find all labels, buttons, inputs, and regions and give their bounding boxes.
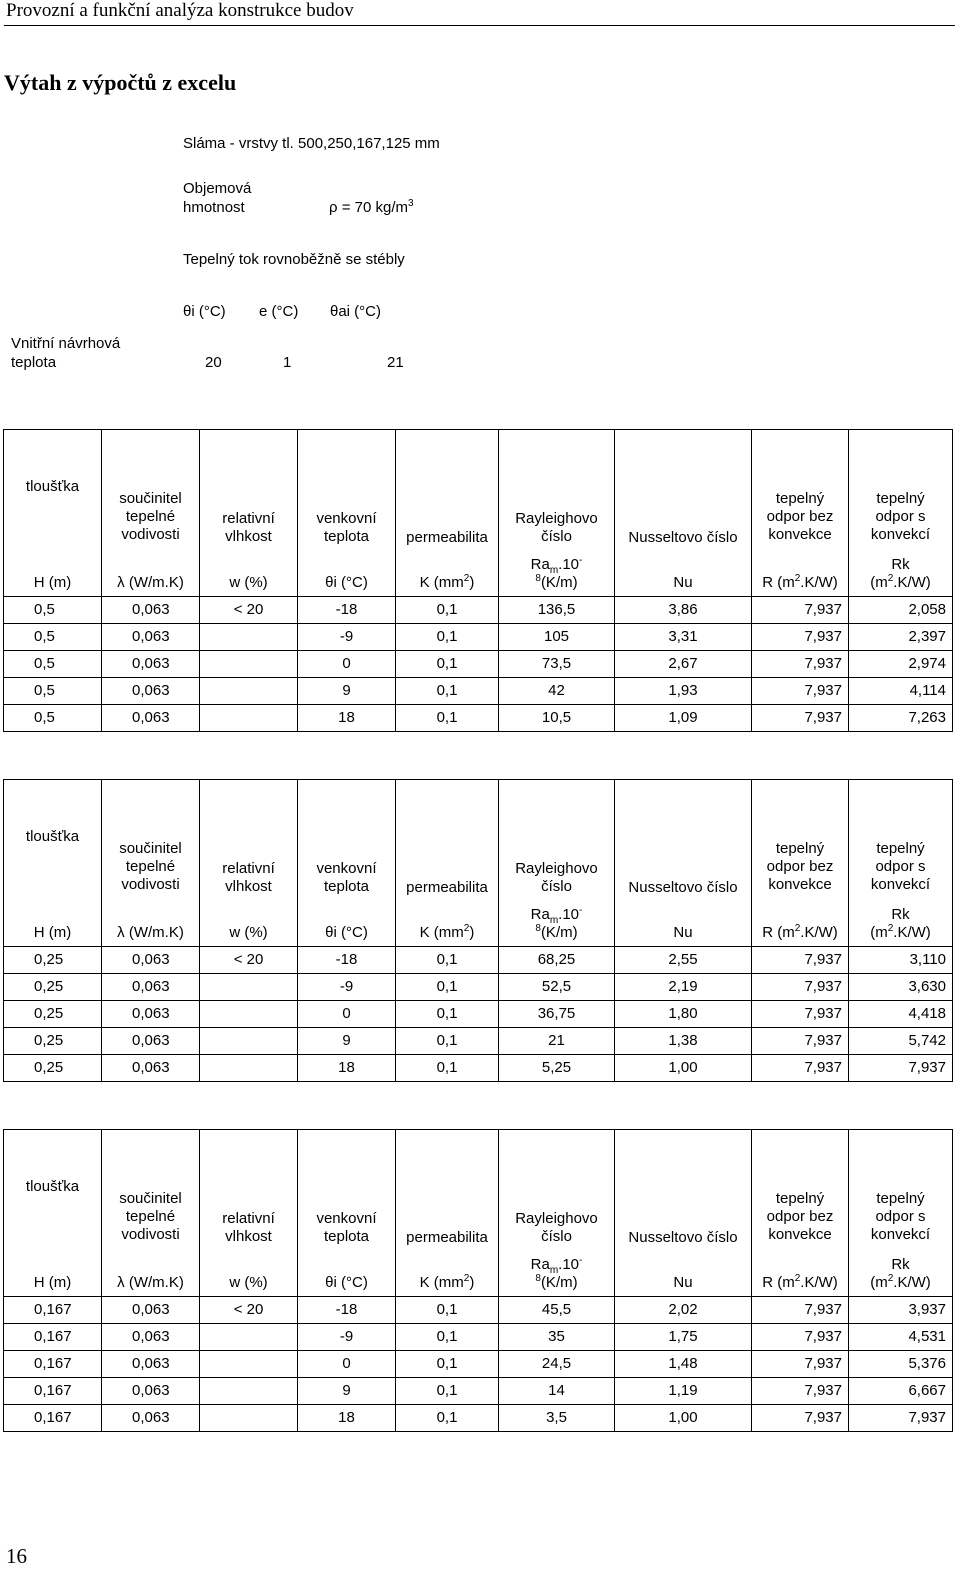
internal-temp-label-2: teplota <box>11 354 57 371</box>
table-cell: < 20 <box>200 597 298 624</box>
table-cell: 7,937 <box>752 1378 849 1405</box>
table-cell: 0,25 <box>4 947 102 974</box>
col-header-rayleigh: Rayleighovo číslo $Ra_m.10^-$ $^8$(K/m) <box>499 430 615 597</box>
table-cell: 2,67 <box>615 651 752 678</box>
col-header-nusselt: Nusseltovo číslo Nu <box>615 430 752 597</box>
table-cell: 0,25 <box>4 1055 102 1082</box>
table-row <box>4 1028 953 1055</box>
col-header-conductivity: součinitel tepelné vodivosti λ (W/m.K) <box>102 1130 200 1297</box>
internal-temp-label-1: Vnitřní návrhová <box>11 335 121 352</box>
table-cell: 0,1 <box>396 678 499 705</box>
col-header-humidity: relativní vlhkost w (%) <box>200 780 298 947</box>
col-header-thickness: tloušťka H (m) <box>4 1130 102 1297</box>
table-cell: 2,058 <box>849 597 953 624</box>
table-cell: 4,418 <box>849 1001 953 1028</box>
heat-flow-label: Tepelný tok rovnoběžně se stébly <box>183 251 405 268</box>
table-cell: 0,1 <box>396 1297 499 1324</box>
table-cell: 0,1 <box>396 624 499 651</box>
table-cell: 2,19 <box>615 974 752 1001</box>
table-cell: 21 <box>499 1028 615 1055</box>
col-header-conductivity: součinitel tepelné vodivosti λ (W/m.K) <box>102 430 200 597</box>
table-row <box>4 1405 953 1432</box>
table-cell: 0,1 <box>396 1378 499 1405</box>
table-cell: -18 <box>298 597 396 624</box>
table-cell: 0,1 <box>396 1351 499 1378</box>
table-cell: 0,063 <box>102 624 200 651</box>
table-cell <box>200 651 298 678</box>
page-header: Provozní a funkční analýza konstrukce budov <box>6 0 354 21</box>
table-cell: 0,1 <box>396 1405 499 1432</box>
col-header-rayleigh: Rayleighovo číslo $Ra_m.10^-$ $^8$(K/m) <box>499 780 615 947</box>
table-cell: 0,1 <box>396 651 499 678</box>
table-cell: 0,063 <box>102 947 200 974</box>
table-cell: 136,5 <box>499 597 615 624</box>
table-row <box>4 624 953 651</box>
table-cell: 0,063 <box>102 678 200 705</box>
table-cell: 0,25 <box>4 1028 102 1055</box>
table-cell: 7,937 <box>752 651 849 678</box>
table-cell: 14 <box>499 1378 615 1405</box>
table-cell: 7,937 <box>752 1297 849 1324</box>
table-cell <box>200 1351 298 1378</box>
table-cell: 0,1 <box>396 1055 499 1082</box>
table-cell: 3,86 <box>615 597 752 624</box>
table-cell: 4,531 <box>849 1324 953 1351</box>
table-cell: 0,167 <box>4 1351 102 1378</box>
table-cell: 10,5 <box>499 705 615 732</box>
table-cell: 5,376 <box>849 1351 953 1378</box>
table-cell: 0,1 <box>396 1001 499 1028</box>
col-header-thickness: tloušťka H (m) <box>4 430 102 597</box>
col-header-conductivity: součinitel tepelné vodivosti λ (W/m.K) <box>102 780 200 947</box>
table-cell: 52,5 <box>499 974 615 1001</box>
table-cell: 0,1 <box>396 1028 499 1055</box>
table-cell: 0,5 <box>4 624 102 651</box>
table-cell: 7,937 <box>849 1055 953 1082</box>
table-cell: 0,1 <box>396 597 499 624</box>
table-cell <box>200 678 298 705</box>
col-header-humidity: relativní vlhkost w (%) <box>200 1130 298 1297</box>
table-row <box>4 1324 953 1351</box>
section-heading: Výtah z výpočtů z excelu <box>4 70 237 95</box>
table-cell: 0,063 <box>102 974 200 1001</box>
table-cell: 9 <box>298 678 396 705</box>
col-header-resistance: tepelný odpor bez konvekce R $(m^2.K/W)$ <box>752 1130 849 1297</box>
table-cell: 7,937 <box>752 624 849 651</box>
table-cell: 0,063 <box>102 1028 200 1055</box>
table-cell: 0,063 <box>102 1324 200 1351</box>
table-cell: 0,1 <box>396 974 499 1001</box>
table-cell: 0,063 <box>102 651 200 678</box>
table-cell: 7,937 <box>752 678 849 705</box>
table-cell: 0,167 <box>4 1405 102 1432</box>
table-cell: 1,75 <box>615 1324 752 1351</box>
table-cell: 7,937 <box>752 1351 849 1378</box>
col-header-permeability: permeabilita K $(mm^2)$ <box>396 1130 499 1297</box>
results-table <box>3 429 953 732</box>
table-cell: 5,25 <box>499 1055 615 1082</box>
col-header-rayleigh: Rayleighovo číslo $Ra_m.10^-$ $^8$(K/m) <box>499 1130 615 1297</box>
table-row <box>4 651 953 678</box>
table-cell: 0 <box>298 1351 396 1378</box>
table-cell: -18 <box>298 1297 396 1324</box>
col-header-resistance-convection: tepelný odpor s konvekcí Rk $(m^2.K/W)$ <box>849 1130 953 1297</box>
table-cell: 7,937 <box>752 705 849 732</box>
table-cell: -18 <box>298 947 396 974</box>
table-row <box>4 1055 953 1082</box>
internal-temp-value-theta-ai: 21 <box>387 354 404 371</box>
table-cell: 105 <box>499 624 615 651</box>
table-cell: 1,00 <box>615 1055 752 1082</box>
table-cell: 73,5 <box>499 651 615 678</box>
table-cell <box>200 624 298 651</box>
temp-header-theta-i: θi (°C) <box>183 303 226 320</box>
table-cell <box>200 1378 298 1405</box>
table-cell: 0,063 <box>102 1297 200 1324</box>
col-header-permeability: permeabilita K $(mm^2)$ <box>396 430 499 597</box>
table-cell: 3,630 <box>849 974 953 1001</box>
table-cell: 4,114 <box>849 678 953 705</box>
table-cell: -9 <box>298 624 396 651</box>
table-cell: -9 <box>298 1324 396 1351</box>
table-cell: 0,25 <box>4 974 102 1001</box>
table-cell: 42 <box>499 678 615 705</box>
table-cell: 2,02 <box>615 1297 752 1324</box>
table-cell: 1,80 <box>615 1001 752 1028</box>
table-cell: 1,38 <box>615 1028 752 1055</box>
table-cell: 1,19 <box>615 1378 752 1405</box>
table-cell: 0,063 <box>102 597 200 624</box>
table-cell: 45,5 <box>499 1297 615 1324</box>
table-cell: 0,5 <box>4 597 102 624</box>
density-label-1: Objemová <box>183 180 252 197</box>
col-header-resistance: tepelný odpor bez konvekce R $(m^2.K/W)$ <box>752 780 849 947</box>
table-cell: 0 <box>298 1001 396 1028</box>
table-cell: 2,397 <box>849 624 953 651</box>
table-cell: 0,5 <box>4 651 102 678</box>
table-cell: 6,667 <box>849 1378 953 1405</box>
table-cell: 7,937 <box>752 1405 849 1432</box>
table-cell: 0 <box>298 651 396 678</box>
col-header-thickness: tloušťka H (m) <box>4 780 102 947</box>
table-cell: 18 <box>298 1405 396 1432</box>
table-cell: 24,5 <box>499 1351 615 1378</box>
table-cell: 7,937 <box>752 947 849 974</box>
table-cell <box>200 1028 298 1055</box>
table-cell: 0,1 <box>396 947 499 974</box>
col-header-resistance: tepelný odpor bez konvekce R $(m^2.K/W)$ <box>752 430 849 597</box>
table-cell: 1,48 <box>615 1351 752 1378</box>
results-table <box>3 779 953 1082</box>
table-cell: 68,25 <box>499 947 615 974</box>
results-table <box>3 1129 953 1432</box>
table-cell: 1,00 <box>615 1405 752 1432</box>
table-cell: 0,063 <box>102 1055 200 1082</box>
temp-header-e: e (°C) <box>259 303 299 320</box>
table-cell: 0,063 <box>102 1351 200 1378</box>
col-header-nusselt: Nusseltovo číslo Nu <box>615 780 752 947</box>
table-cell: 2,974 <box>849 651 953 678</box>
table-cell: 2,55 <box>615 947 752 974</box>
table-row <box>4 678 953 705</box>
table-cell: 7,263 <box>849 705 953 732</box>
table-cell: 9 <box>298 1028 396 1055</box>
table-row <box>4 1351 953 1378</box>
table-cell: 7,937 <box>752 1324 849 1351</box>
table-cell: 0,25 <box>4 1001 102 1028</box>
internal-temp-value-e: 1 <box>283 354 292 371</box>
table-cell <box>200 1055 298 1082</box>
table-cell: 0,5 <box>4 705 102 732</box>
table-cell: < 20 <box>200 1297 298 1324</box>
col-header-outdoor-temp: venkovní teplota θi (°C) <box>298 1130 396 1297</box>
table-cell: 0,063 <box>102 1378 200 1405</box>
table-cell: 0,167 <box>4 1378 102 1405</box>
table-cell: 18 <box>298 705 396 732</box>
table-cell: 7,937 <box>849 1405 953 1432</box>
page-number: 16 <box>6 1544 27 1568</box>
table-cell <box>200 1405 298 1432</box>
table-cell: 0,167 <box>4 1324 102 1351</box>
col-header-outdoor-temp: venkovní teplota θi (°C) <box>298 430 396 597</box>
table-cell: < 20 <box>200 947 298 974</box>
table-cell <box>200 1001 298 1028</box>
table-row <box>4 947 953 974</box>
material-label: Sláma - vrstvy tl. 500,250,167,125 mm <box>183 135 440 152</box>
table-cell: -9 <box>298 974 396 1001</box>
col-header-permeability: permeabilita K $(mm^2)$ <box>396 780 499 947</box>
table-cell: 7,937 <box>752 974 849 1001</box>
table-cell <box>200 974 298 1001</box>
header-rule <box>4 25 955 26</box>
table-row <box>4 1297 953 1324</box>
table-cell: 9 <box>298 1378 396 1405</box>
table-cell: 0,063 <box>102 1001 200 1028</box>
table-cell: 0,063 <box>102 705 200 732</box>
col-header-outdoor-temp: venkovní teplota θi (°C) <box>298 780 396 947</box>
col-header-resistance-convection: tepelný odpor s konvekcí Rk $(m^2.K/W)$ <box>849 780 953 947</box>
density-value: ρ = 70 $kg/m^3$ <box>329 198 414 216</box>
table-row <box>4 597 953 624</box>
table-cell: 5,742 <box>849 1028 953 1055</box>
density-label-2: hmotnost <box>183 199 245 216</box>
table-cell: 1,93 <box>615 678 752 705</box>
table-row <box>4 1378 953 1405</box>
table-cell: 0,167 <box>4 1297 102 1324</box>
table-cell: 7,937 <box>752 1055 849 1082</box>
table-cell <box>200 1324 298 1351</box>
table-cell: 3,5 <box>499 1405 615 1432</box>
table-cell: 3,937 <box>849 1297 953 1324</box>
table-cell: 0,1 <box>396 1324 499 1351</box>
table-cell: 36,75 <box>499 1001 615 1028</box>
table-cell: 3,31 <box>615 624 752 651</box>
table-row <box>4 705 953 732</box>
table-cell: 1,09 <box>615 705 752 732</box>
table-cell: 18 <box>298 1055 396 1082</box>
col-header-nusselt: Nusseltovo číslo Nu <box>615 1130 752 1297</box>
table-cell <box>200 705 298 732</box>
table-row <box>4 974 953 1001</box>
table-cell: 7,937 <box>752 1028 849 1055</box>
table-cell: 0,5 <box>4 678 102 705</box>
table-cell: 7,937 <box>752 597 849 624</box>
table-cell: 35 <box>499 1324 615 1351</box>
col-header-humidity: relativní vlhkost w (%) <box>200 430 298 597</box>
table-row <box>4 1001 953 1028</box>
table-cell: 3,110 <box>849 947 953 974</box>
temp-header-theta-ai: θai (°C) <box>330 303 382 320</box>
table-cell: 0,063 <box>102 1405 200 1432</box>
table-cell: 7,937 <box>752 1001 849 1028</box>
col-header-resistance-convection: tepelný odpor s konvekcí Rk $(m^2.K/W)$ <box>849 430 953 597</box>
table-cell: 0,1 <box>396 705 499 732</box>
internal-temp-value-theta-i: 20 <box>205 354 222 371</box>
